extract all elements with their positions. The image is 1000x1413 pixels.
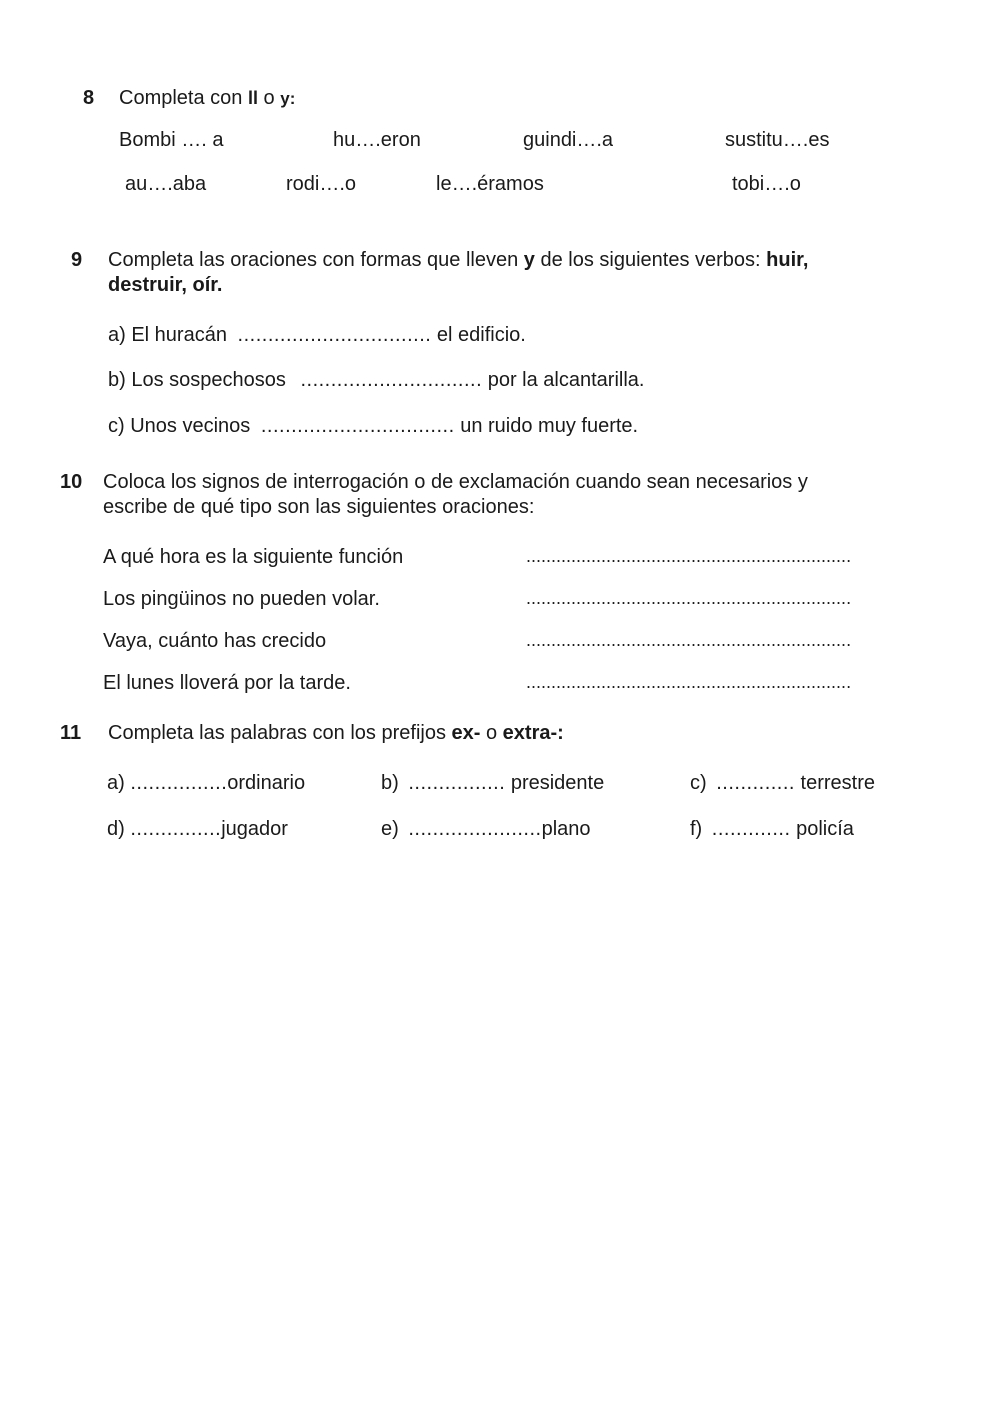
word-blank[interactable]: sustitu….es: [725, 129, 830, 151]
sentence-item: c) Unos vecinos ................................ un ruido muy fuerte.: [108, 415, 639, 437]
prefix-item: d) ...............jugador: [107, 818, 288, 840]
answer-blank[interactable]: .................................................................: [526, 588, 852, 608]
word-blank[interactable]: rodi….o: [286, 173, 357, 195]
word-blank[interactable]: le….éramos: [436, 173, 544, 195]
answer-blank[interactable]: .............: [711, 818, 791, 840]
exercise-instruction: Completa las palabras con los prefijos ex- o extra-:: [108, 722, 564, 744]
word-blank[interactable]: au….aba: [125, 173, 207, 195]
sentence-text: Los pingüinos no pueden volar.: [103, 588, 380, 610]
sentence-text: A qué hora es la siguiente función: [103, 546, 404, 568]
prefix-item: a) ................ordinario: [107, 772, 306, 794]
answer-blank[interactable]: .............: [716, 772, 795, 794]
answer-blank[interactable]: ......................: [408, 818, 542, 840]
sentence-text: El lunes lloverá por la tarde.: [103, 672, 351, 694]
answer-blank[interactable]: .................................................................: [526, 672, 852, 692]
exercise-instruction-line1: Coloca los signos de interrogación o de exclamación cuando sean necesarios y: [103, 471, 808, 493]
prefix-item: e) ......................plano: [381, 818, 591, 840]
prefix-item: c) ............. terrestre: [690, 772, 876, 794]
exercise-number: 10: [60, 471, 83, 493]
exercise-instruction-line1: Completa las oraciones con formas que lleven y de los siguientes verbos: huir,: [108, 249, 809, 271]
sentence-item: b) Los sospechosos .............................. por la alcantarilla.: [108, 369, 645, 391]
exercise-instruction: Completa con ll o y:: [119, 87, 296, 109]
word-blank[interactable]: guindi….a: [523, 129, 614, 151]
exercise-number: 8: [83, 87, 95, 109]
word-blank[interactable]: hu….eron: [333, 129, 421, 151]
prefix-item: b) ................ presidente: [381, 772, 605, 794]
exercise-number: 11: [60, 722, 82, 744]
answer-blank[interactable]: .................................................................: [526, 546, 852, 566]
answer-blank[interactable]: ................................: [260, 415, 455, 437]
exercise-instruction-line2: escribe de qué tipo son las siguientes oraciones:: [103, 496, 535, 518]
answer-blank[interactable]: ..............................: [300, 369, 483, 391]
word-blank[interactable]: Bombi …. a: [119, 129, 224, 151]
answer-blank[interactable]: .................................................................: [526, 630, 852, 650]
answer-blank[interactable]: ................: [408, 772, 506, 794]
sentence-text: Vaya, cuánto has crecido: [103, 630, 327, 652]
answer-blank[interactable]: ................................: [237, 324, 432, 346]
prefix-item: f) ............. policía: [690, 818, 854, 840]
answer-blank[interactable]: ................: [130, 772, 228, 794]
sentence-item: a) El huracán ................................ el edificio.: [108, 324, 526, 346]
answer-blank[interactable]: ...............: [130, 818, 222, 840]
exercise-number: 9: [71, 249, 83, 271]
exercise-instruction-line2: destruir, oír.: [108, 274, 223, 296]
word-blank[interactable]: tobi….o: [732, 173, 801, 195]
